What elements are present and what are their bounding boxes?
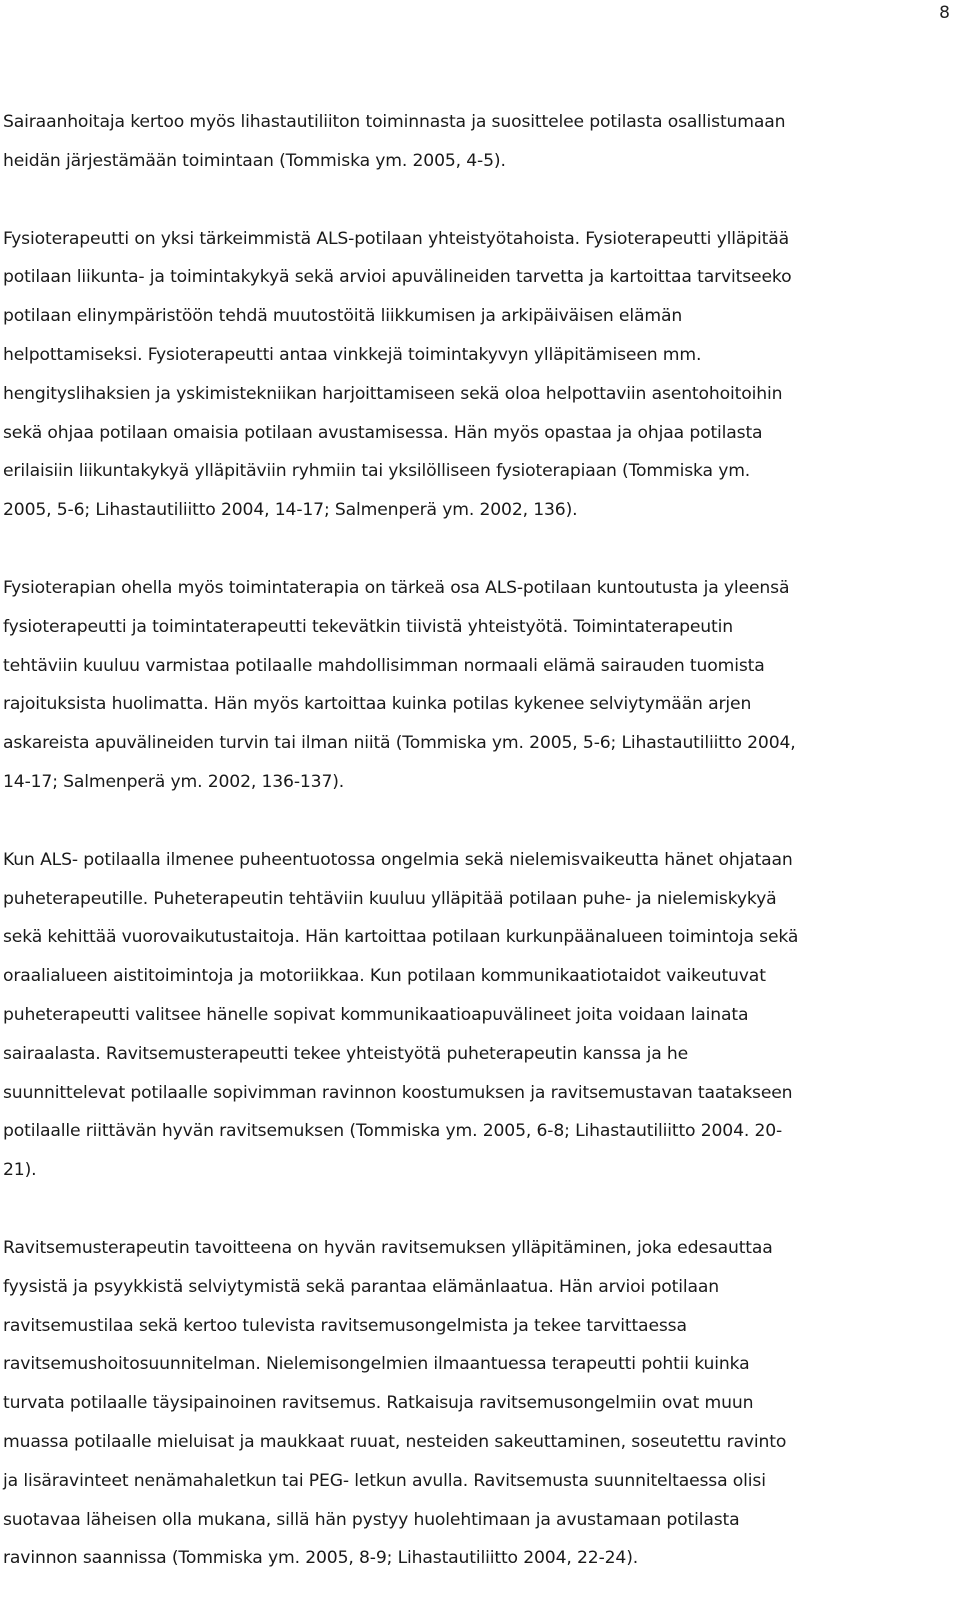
text-line: ravitsemustilaa sekä kertoo tulevista ravitsemusongelmista ja tekee tarvittaessa bbox=[3, 1315, 687, 1336]
text-line: 14-17; Salmenperä ym. 2002, 136-137). bbox=[3, 771, 345, 792]
text-line: puheterapeutille. Puheterapeutin tehtäviin kuuluu ylläpitää potilaan puhe- ja nielemiskykyä bbox=[3, 888, 777, 909]
paragraph-2 bbox=[3, 220, 955, 530]
text-line: askareista apuvälineiden turvin tai ilman niitä (Tommiska ym. 2005, 5-6; Lihastautiliitto 2004, bbox=[3, 733, 796, 754]
text-line: 2005, 5-6; Lihastautiliitto 2004, 14-17; Salmenperä ym. 2002, 136). bbox=[3, 500, 578, 521]
text-line: ravinnon saannissa (Tommiska ym. 2005, 8-9; Lihastautiliitto 2004, 22-24). bbox=[3, 1548, 639, 1569]
text-line: Fysioterapian ohella myös toimintaterapia on tärkeä osa ALS-potilaan kuntoutusta ja yleensä bbox=[3, 577, 790, 598]
text-line: heidän järjestämään toimintaan (Tommiska ym. 2005, 4-5). bbox=[3, 150, 506, 171]
text-line: Sairaanhoitaja kertoo myös lihastautiliiton toiminnasta ja suosittelee potilasta osallistumaan bbox=[3, 112, 786, 132]
text-line: sekä kehittää vuorovaikutustaitoja. Hän kartoittaa potilaan kurkunpäänalueen toimintoja sekä bbox=[3, 927, 799, 948]
text-line: potilaan liikunta- ja toimintakykyä sekä arvioi apuvälineiden tarvetta ja kartoittaa tarvitseeko bbox=[3, 267, 792, 288]
text-line: Kun ALS- potilaalla ilmenee puheentuotossa ongelmia sekä nielemisvaikeutta hänet ohjataan bbox=[3, 849, 793, 870]
text-line: Ravitsemusterapeutin tavoitteena on hyvän ravitsemuksen ylläpitäminen, joka edesauttaa bbox=[3, 1237, 773, 1258]
paragraph-3 bbox=[3, 569, 955, 802]
text-line: fyysistä ja psyykkistä selviytymistä sekä parantaa elämänlaatua. Hän arvioi potilaan bbox=[3, 1276, 719, 1297]
text-line: rajoituksista huolimatta. Hän myös kartoittaa kuinka potilas kykenee selviytymään arjen bbox=[3, 694, 752, 715]
text-line: oraalialueen aistitoimintoja ja motoriikkaa. Kun potilaan kommunikaatiotaidot vaikeutuvat bbox=[3, 966, 766, 987]
text-line: muassa potilaalle mieluisat ja maukkaat ruuat, nesteiden sakeuttaminen, soseutettu ravinto bbox=[3, 1431, 787, 1452]
paragraph-1 bbox=[3, 103, 955, 181]
text-line: 21). bbox=[3, 1160, 37, 1181]
paragraph-4 bbox=[3, 841, 955, 1190]
paragraph-5 bbox=[3, 1229, 955, 1578]
text-line: puheterapeutti valitsee hänelle sopivat kommunikaatioapuvälineet joita voidaan lainata bbox=[3, 1004, 749, 1025]
text-line: sairaalasta. Ravitsemusterapeutti tekee yhteistyötä puheterapeutin kanssa ja he bbox=[3, 1043, 689, 1064]
text-line: sekä ohjaa potilaan omaisia potilaan avustamisessa. Hän myös opastaa ja ohjaa potilasta bbox=[3, 422, 763, 443]
text-line: suunnittelevat potilaalle sopivimman ravinnon koostumuksen ja ravitsemustavan taatakseen bbox=[3, 1082, 793, 1103]
text-line: potilaan elinympäristöön tehdä muutostöitä liikkumisen ja arkipäiväisen elämän bbox=[3, 306, 683, 327]
page-number: 8 bbox=[939, 3, 950, 23]
text-line: ja lisäravinteet nenämahaletkun tai PEG- letkun avulla. Ravitsemusta suunniteltaessa olisi bbox=[3, 1470, 766, 1491]
text-line: Fysioterapeutti on yksi tärkeimmistä ALS-potilaan yhteistyötahoista. Fysioterapeutti ylläpitää bbox=[3, 228, 789, 249]
text-line: hengityslihaksien ja yskimistekniikan harjoittamiseen sekä oloa helpottaviin asentohoitoihin bbox=[3, 383, 783, 404]
text-line: potilaalle riittävän hyvän ravitsemuksen (Tommiska ym. 2005, 6-8; Lihastautiliitto 2004. 20- bbox=[3, 1121, 783, 1142]
text-line: tehtäviin kuuluu varmistaa potilaalle mahdollisimman normaali elämä sairauden tuomista bbox=[3, 655, 765, 676]
text-line: turvata potilaalle täysipainoinen ravitsemus. Ratkaisuja ravitsemusongelmiin ovat muun bbox=[3, 1393, 754, 1414]
text-line: ravitsemushoitosuunnitelman. Nielemisongelmien ilmaantuessa terapeutti pohtii kuinka bbox=[3, 1354, 750, 1375]
text-line: suotavaa läheisen olla mukana, sillä hän pystyy huolehtimaan ja avustamaan potilasta bbox=[3, 1509, 740, 1530]
document-body bbox=[3, 103, 955, 1617]
text-line: erilaisiin liikuntakykyä ylläpitäviin ryhmiin tai yksilölliseen fysioterapiaan (Tommiska ym. bbox=[3, 461, 751, 482]
text-line: helpottamiseksi. Fysioterapeutti antaa vinkkejä toimintakyvyn ylläpitämiseen mm. bbox=[3, 344, 702, 365]
text-line: fysioterapeutti ja toimintaterapeutti tekevätkin tiivistä yhteistyötä. Toimintaterapeutin bbox=[3, 616, 733, 637]
